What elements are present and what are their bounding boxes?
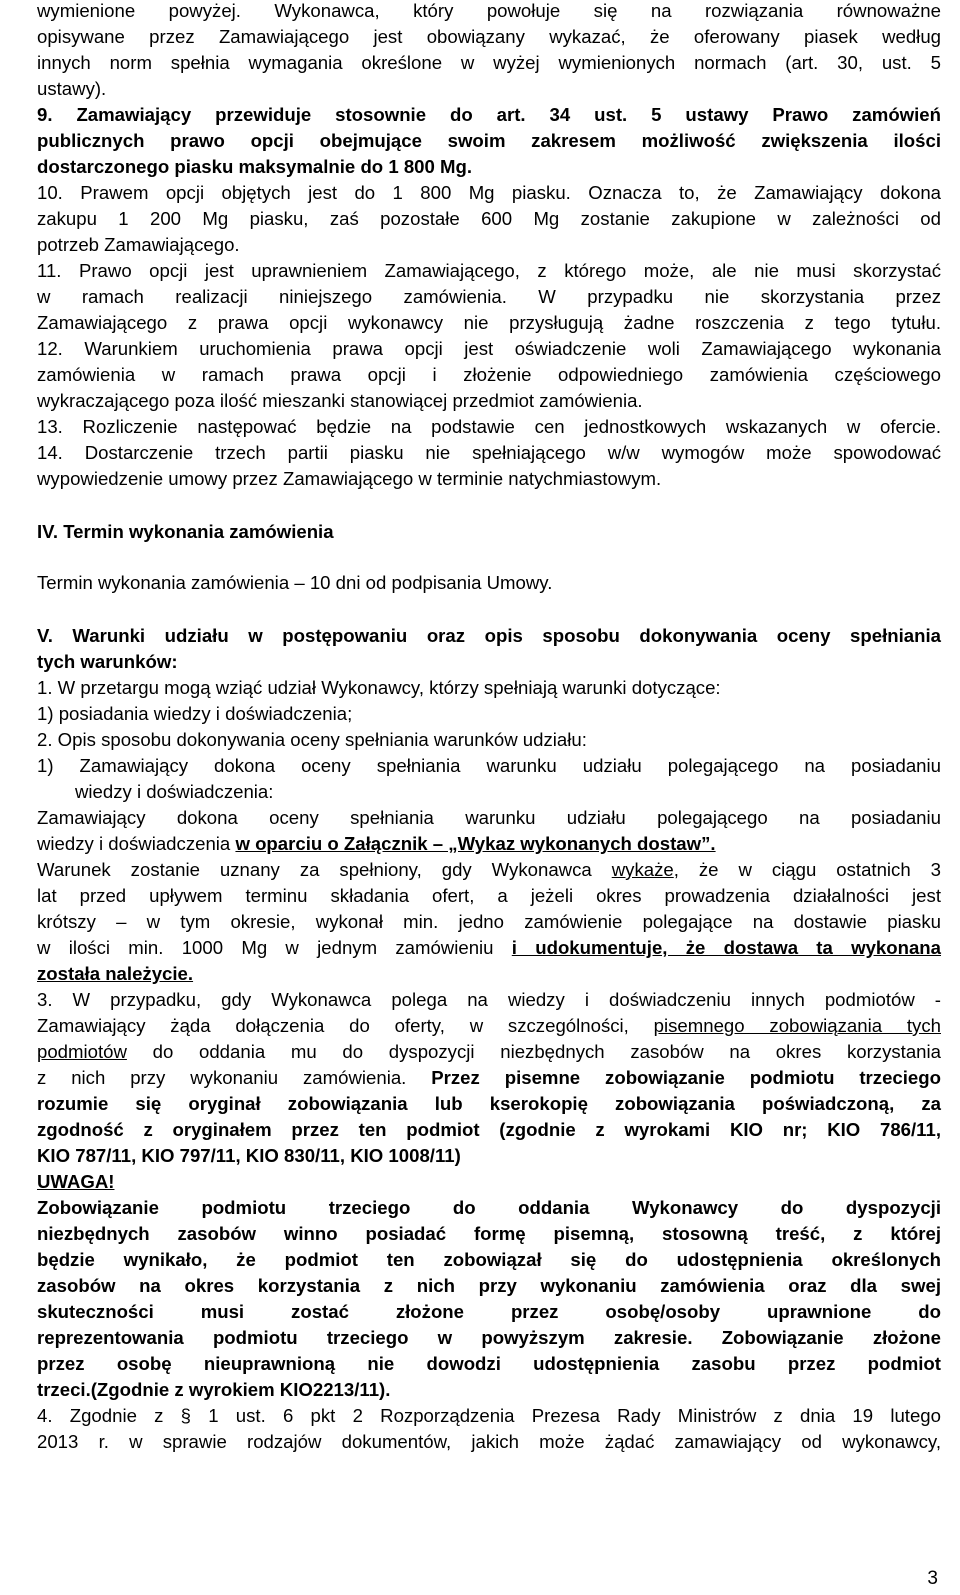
text-line: skuteczności musi zostać złożone przez osobę/osoby uprawnione do xyxy=(37,1301,941,1322)
text-line: 3. W przypadku, gdy Wykonawca polega na wiedzy i doświadczeniu innych podmiotów - xyxy=(37,989,941,1010)
page-number: 3 xyxy=(927,1568,938,1589)
text-line: KIO 787/11, KIO 797/11, KIO 830/11, KIO 1008/11) xyxy=(37,1145,461,1166)
text-line: trzeci.(Zgodnie z wyrokiem KIO2213/11). xyxy=(37,1379,391,1400)
text-line xyxy=(37,1015,941,1037)
text-line: dostarczonego piasku maksymalnie do 1 800 Mg. xyxy=(37,156,473,177)
text-line: w ramach realizacji niniejszego zamówienia. W przypadku nie skorzystania przez xyxy=(37,286,941,307)
text-span: Warunek zostanie uznany za spełniony, gdy Wykonawca xyxy=(37,859,612,880)
text-line: innych norm spełnia wymagania określone w wyżej wymienionych normach (art. 30, ust. 5 xyxy=(37,52,941,73)
text-span: podmiotów xyxy=(37,1041,127,1062)
text-line: Zobowiązanie podmiotu trzeciego do oddania Wykonawcy do dyspozycji xyxy=(37,1197,941,1218)
text-line: wykraczającego poza ilość mieszanki stanowiącej przedmiot zamówienia. xyxy=(37,390,643,411)
text-line: wymienione powyżej. Wykonawca, który powołuje się na rozwiązania równoważne xyxy=(37,0,941,21)
text-line: Termin wykonania zamówienia – 10 dni od podpisania Umowy. xyxy=(37,572,553,593)
text-line: będzie wynikało, że podmiot ten zobowiązał się do udostępnienia określonych xyxy=(37,1249,941,1270)
text-line xyxy=(37,859,941,881)
text-span: do oddania mu do dyspozycji niezbędnych zasobów na okres korzystania xyxy=(126,1041,941,1062)
text-span: Zamawiający żąda dołączenia do oferty, w szczególności, xyxy=(37,1015,654,1036)
text-line: potrzeb Zamawiającego. xyxy=(37,234,240,255)
text-line: zakupu 1 200 Mg piasku, zaś pozostałe 600 Mg zostanie zakupione w zależności od xyxy=(37,208,941,229)
text-line: rozumie się oryginał zobowiązania lub kserokopię zobowiązania poświadczoną, za xyxy=(37,1093,941,1114)
text-line: 2. Opis sposobu dokonywania oceny spełniania warunków udziału: xyxy=(37,729,587,750)
text-line xyxy=(37,1041,941,1063)
text-line: wypowiedzenie umowy przez Zamawiającego w terminie natychmiastowym. xyxy=(37,468,662,489)
text-line: Zamawiającego z prawa opcji wykonawcy nie przysługują żadne roszczenia z tego tytułu. xyxy=(37,312,941,333)
text-span: pisemnego zobowiązania tych xyxy=(653,1015,941,1036)
text-line: lat przed upływem terminu składania ofert, a jeżeli okres prowadzenia działalności jest xyxy=(37,885,941,906)
text-line: krótszy – w tym okresie, wykonał min. jedno zamówienie polegające na dostawie piasku xyxy=(37,911,941,932)
text-line: 11. Prawo opcji jest uprawnieniem Zamawiającego, z którego może, ale nie musi skorzystać xyxy=(37,260,941,281)
text-span: z nich przy wykonaniu zamówienia. xyxy=(37,1067,432,1088)
text-line: reprezentowania podmiotu trzeciego w powyższym zakresie. Zobowiązanie złożone xyxy=(37,1327,941,1348)
attachment-reference: w oparciu o Załącznik – „Wykaz wykonanych dostaw”. xyxy=(235,833,716,854)
text-span: , że w ciągu ostatnich 3 xyxy=(673,859,941,880)
text-line: niezbędnych zasobów winno posiadać formę pisemną, stosowną treść, z której xyxy=(37,1223,941,1244)
text-line: 13. Rozliczenie następować będzie na podstawie cen jednostkowych wskazanych w ofercie. xyxy=(37,416,941,437)
text-span: w ilości min. 1000 Mg w jednym zamówieniu xyxy=(37,937,512,958)
text-line: zgodność z oryginałem przez ten podmiot (zgodnie z wyrokami KIO nr; KIO 786/11, xyxy=(37,1119,941,1140)
text-line: 14. Dostarczenie trzech partii piasku nie spełniającego w/w wymogów może spowodować xyxy=(37,442,941,463)
text-line: 1. W przetargu mogą wziąć udział Wykonawcy, którzy spełniają warunki dotyczące: xyxy=(37,677,721,698)
text-span: i udokumentuje, że dostawa ta wykonana xyxy=(511,937,942,958)
text-line: ustawy). xyxy=(37,78,107,99)
text-line: opisywane przez Zamawiającego jest obowiązany wykazać, że oferowany piasek według xyxy=(37,26,941,47)
text-line: 10. Prawem opcji objętych jest do 1 800 Mg piasku. Oznacza to, że Zamawiający dokona xyxy=(37,182,941,203)
text-line: publicznych prawo opcji obejmujące swoim zakresem możliwość zwiększenia ilości xyxy=(37,130,941,151)
text-line xyxy=(37,833,716,855)
text-line: została należycie. xyxy=(37,963,194,984)
text-line: 9. Zamawiający przewiduje stosownie do art. 34 ust. 5 ustawy Prawo zamówień xyxy=(37,104,941,125)
text-span: wykaże xyxy=(611,859,674,880)
text-line: Zamawiający dokona oceny spełniania warunku udziału polegającego na posiadaniu xyxy=(37,807,941,828)
text-span: Przez pisemne zobowiązanie podmiotu trzeciego xyxy=(431,1067,941,1088)
text-span: wiedzy i doświadczenia xyxy=(37,833,236,854)
text-span: 1) posiadania wiedzy i doświadczenia; xyxy=(37,703,353,724)
text-line: zasobów na okres korzystania z nich przy wykonaniu zamówienia oraz dla swej xyxy=(37,1275,941,1296)
section-heading: tych warunków: xyxy=(37,651,178,672)
text-line xyxy=(37,937,941,959)
text-line: 12. Warunkiem uruchomienia prawa opcji jest oświadczenie woli Zamawiającego wykonania xyxy=(37,338,941,359)
text-line: 2013 r. w sprawie rodzajów dokumentów, jakich może żądać zamawiający od wykonawcy, xyxy=(37,1431,941,1452)
text-line: wiedzy i doświadczenia: xyxy=(75,781,274,802)
warning-label: UWAGA! xyxy=(37,1171,115,1192)
text-line: 1) Zamawiający dokona oceny spełniania warunku udziału polegającego na posiadaniu xyxy=(37,755,941,776)
text-line: zamówienia w ramach prawa opcji i złożenie odpowiedniego zamówienia częściowego xyxy=(37,364,941,385)
text-line xyxy=(37,1067,941,1089)
text-line xyxy=(37,703,352,725)
text-line: 4. Zgodnie z § 1 ust. 6 pkt 2 Rozporządzenia Prezesa Rady Ministrów z dnia 19 lutego xyxy=(37,1405,941,1426)
section-heading: V. Warunki udziału w postępowaniu oraz opis sposobu dokonywania oceny spełniania xyxy=(37,625,941,646)
text-line: przez osobę nieuprawnioną nie dowodzi udostępnienia zasobu przez podmiot xyxy=(37,1353,941,1374)
section-heading: IV. Termin wykonania zamówienia xyxy=(37,521,334,542)
